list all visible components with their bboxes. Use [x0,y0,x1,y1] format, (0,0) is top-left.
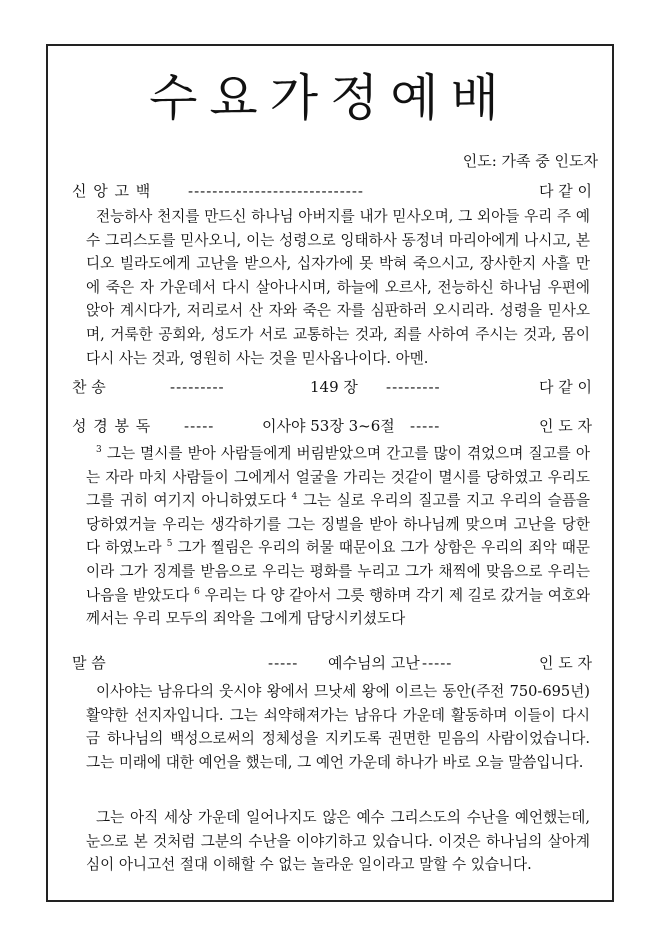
reading-header [72,415,602,437]
sermon-topic: 예수님의 고난 [328,654,420,672]
hymn-who: 다 같 이 [538,378,592,396]
sermon-paragraph: 이사야는 남유다의 웃시야 왕에서 므낫세 왕에 이르는 동안(주전 750-695년) 활약한 선지자입니다. 그는 쇠약해져가는 남유다 가운데 활동하며 이들이 다시금 하나님의 백성으로써의 정체성을 지키도록 권면한 믿음의 사람이었습니다. 그는 미래에 대한 예언을 했는데, 그 예언 가운데 하나가 바로 오늘 말씀입니다. [86,683,590,771]
sermon-text-1 [86,680,590,774]
verse-text: 우리는 다 양 같아서 그릇 행하며 각기 제 길로 갔거늘 여호와께서는 우리 모두의 죄악을 그에게 담당시키셨도다 [86,586,591,628]
sermon-dashes-left: ----- [268,654,299,672]
verse-number: 3 [96,445,102,456]
scripture-text [86,442,590,631]
hymn-number: 149 장 [310,378,358,396]
sermon-label: 말 씀 [72,654,106,672]
hymn-dashes-left: --------- [170,378,225,396]
reading-dashes-right: ----- [410,417,441,435]
reading-label: 성 경 봉 독 [72,417,152,435]
creed-who: 다 같 이 [538,182,592,200]
worship-leader: 인도: 가족 중 인도자 [462,152,598,170]
reading-passage: 이사야 53장 3~6절 [262,417,395,435]
verse-number: 4 [291,492,298,503]
reading-who: 인 도 자 [538,417,592,435]
verse-text: 그는 실로 우리의 질고를 지고 우리의 슬픔을 당하였거늘 우리는 생각하기를 그는 징벌을 받아 하나님께 맞으며 고난을 당한다 하였노라 [86,492,591,557]
hymn-label: 찬 송 [72,378,106,396]
verse-number: 5 [166,539,173,550]
sermon-who: 인 도 자 [538,654,592,672]
creed-header [72,180,602,202]
scripture-paragraph [86,442,590,631]
creed-text [86,205,590,370]
sermon-header [72,652,602,674]
bulletin-frame [46,44,614,902]
verse-number: 6 [194,586,200,597]
verse-text: 그는 멸시를 받아 사람들에게 버림받았으며 간고를 많이 겪었으며 질고를 아는 자라 마치 사람들이 그에게서 얼굴을 가리는 것같이 멸시를 당하였고 우리도 그를 귀히 여기지 아니하였도다 [86,445,590,510]
hymn-header [72,376,602,398]
sermon-paragraph: 그는 아직 세상 가운데 일어나지도 않은 예수 그리스도의 수난을 예언했는데, 눈으로 본 것처럼 그분의 수난을 이야기하고 있습니다. 이것은 하나님의 살아계심이 아니고선 절대 이해할 수 없는 놀라운 일이라고 말할 수 있습니다. [86,809,590,874]
sermon-text-2 [86,806,590,877]
creed-paragraph: 전능하사 천지를 만드신 하나님 아버지를 내가 믿사오며, 그 외아들 우리 주 예수 그리스도를 믿사오니, 이는 성령으로 잉태하사 동정녀 마리아에게 나시고, 본디오 빌라도에게 고난을 받으사, 십자가에 못 박혀 죽으시고, 장사한지 사흘 만에 죽은 자 가운데서 다시 살아나시며, 하늘에 오르사, 전능하신 하나님 우편에 앉아 계시다가, 저리로서 산 자와 죽은 자를 심판하러 오시리라. 성령을 믿사오며, 거룩한 공회와, 성도가 서로 교통하는 것과, 죄를 사하여 주시는 것과, 몸이 다시 사는 것과, 영원히 사는 것을 믿사옵나이다. 아멘. [86,208,590,367]
hymn-dashes-right: --------- [386,378,441,396]
creed-label: 신 앙 고 백 [72,182,152,200]
verse-text: 그가 찔림은 우리의 허물 때문이요 그가 상함은 우리의 죄악 때문이라 그가 징계를 받음으로 우리는 평화를 누리고 그가 채찍에 맞음으로 우리는 나음을 받았도다 [86,539,590,604]
sermon-dashes-right: ----- [422,654,453,672]
creed-dashes: ----------------------------- [188,182,364,200]
page-title: 수요가정예배 [149,69,511,127]
reading-dashes-left: ----- [184,417,215,435]
